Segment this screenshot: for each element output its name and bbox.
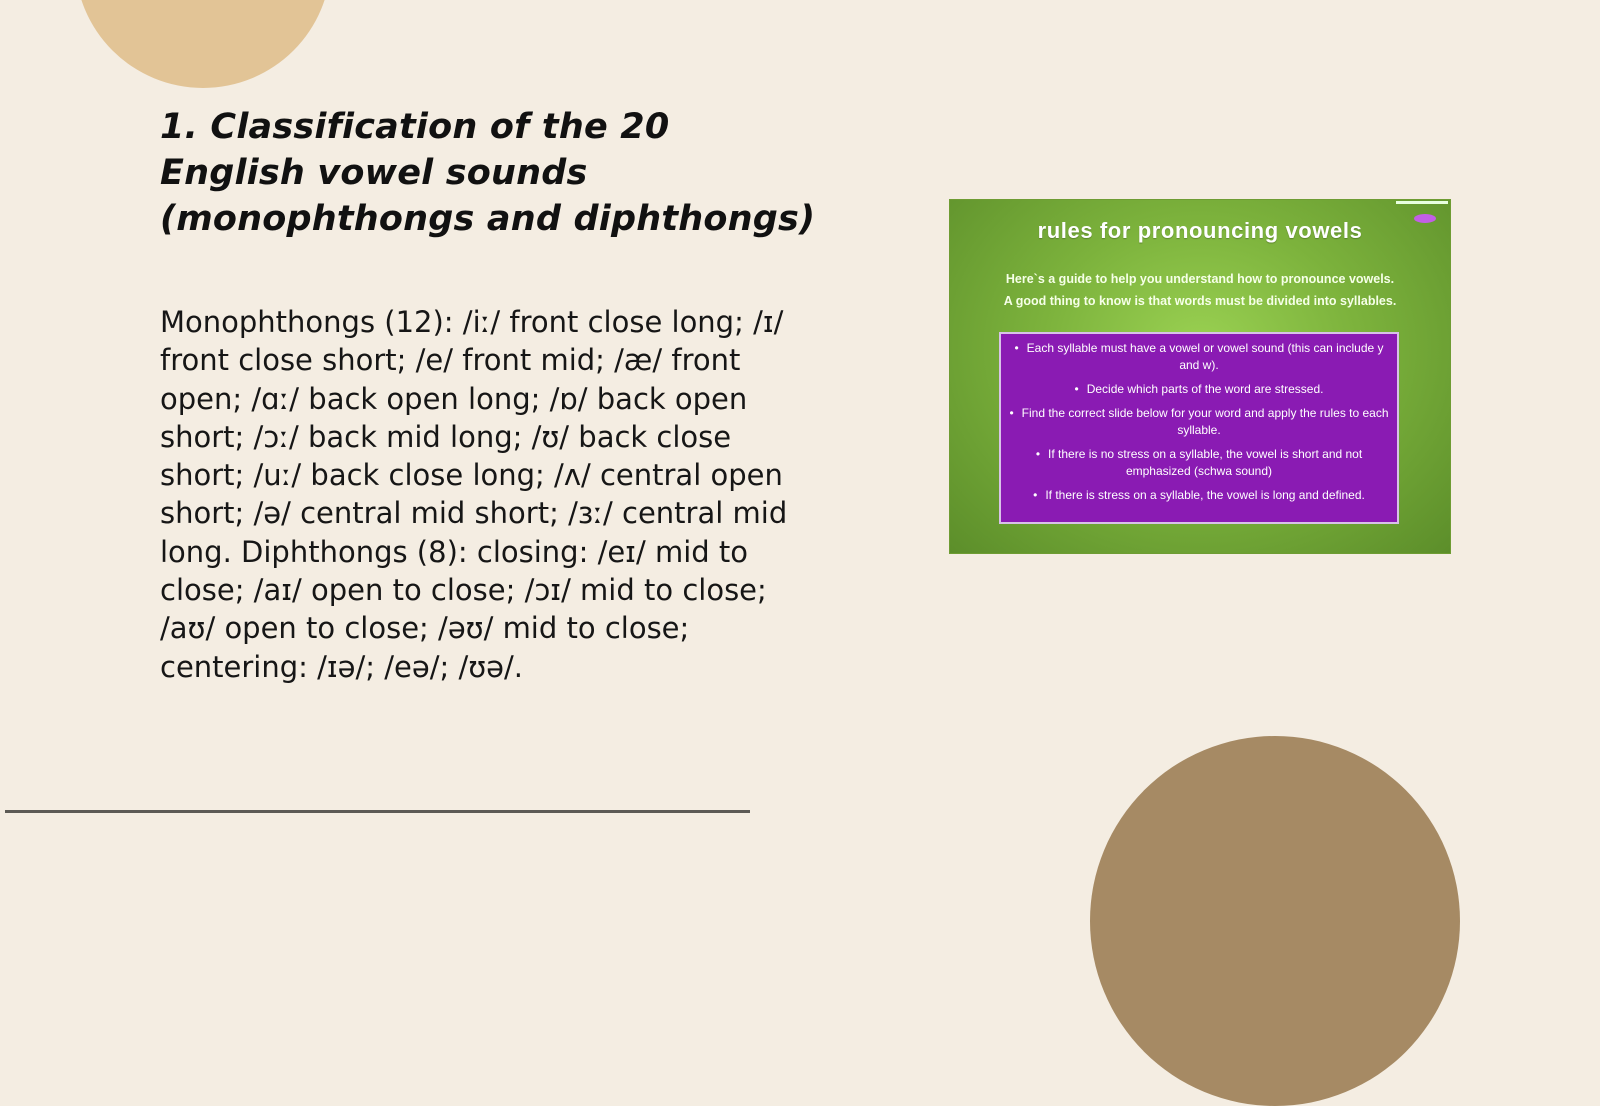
rule-item: • Decide which parts of the word are stressed.: [1009, 381, 1389, 398]
rules-box: [999, 332, 1399, 524]
image-intro-line: A good thing to know is that words must be divided into syllables.: [1003, 294, 1397, 308]
slide-title: 1. Classification of the 20 English vowel sounds (monophthongs and diphthongs): [160, 107, 816, 239]
divider-line: [5, 810, 750, 813]
rule-item: • If there is stress on a syllable, the vowel is long and defined.: [1009, 487, 1389, 504]
decorative-circle-bottom: [1090, 736, 1460, 1106]
slide-body-text: Monophthongs (12): /iː/ front close long; /ɪ/ front close short; /e/ front mid; /æ/ front open; /ɑː/ back open long; /ɒ/ back open short; /ɔː/ back mid long; /ʊ/ back close short; /uː/ back close long; /ʌ/ central open short; /ə/ central mid short; /ɜː/ central mid long. Diphthongs (8): closing: /eɪ/ mid to close; /aɪ/ open to close; /ɔɪ/ mid to close; /aʊ/ open to close; /əʊ/ mid to close; centering: /ɪə/; /eə/; /ʊə/.: [160, 305, 788, 684]
rule-item: • Each syllable must have a vowel or vowel sound (this can include y and w).: [1009, 340, 1389, 374]
vowel-rules-image: [950, 200, 1450, 553]
image-corner-bar: [1396, 201, 1448, 204]
image-intro: [950, 268, 1450, 312]
image-heading: rules for pronouncing vowels: [1037, 218, 1363, 243]
image-intro-line: Here`s a guide to help you understand how to pronounce vowels.: [1005, 272, 1395, 286]
rule-item: • If there is no stress on a syllable, the vowel is short and not emphasized (schwa sound): [1009, 446, 1389, 480]
rule-item: • Find the correct slide below for your word and apply the rules to each syllable.: [1009, 405, 1389, 439]
decorative-circle-top: [75, 0, 331, 88]
